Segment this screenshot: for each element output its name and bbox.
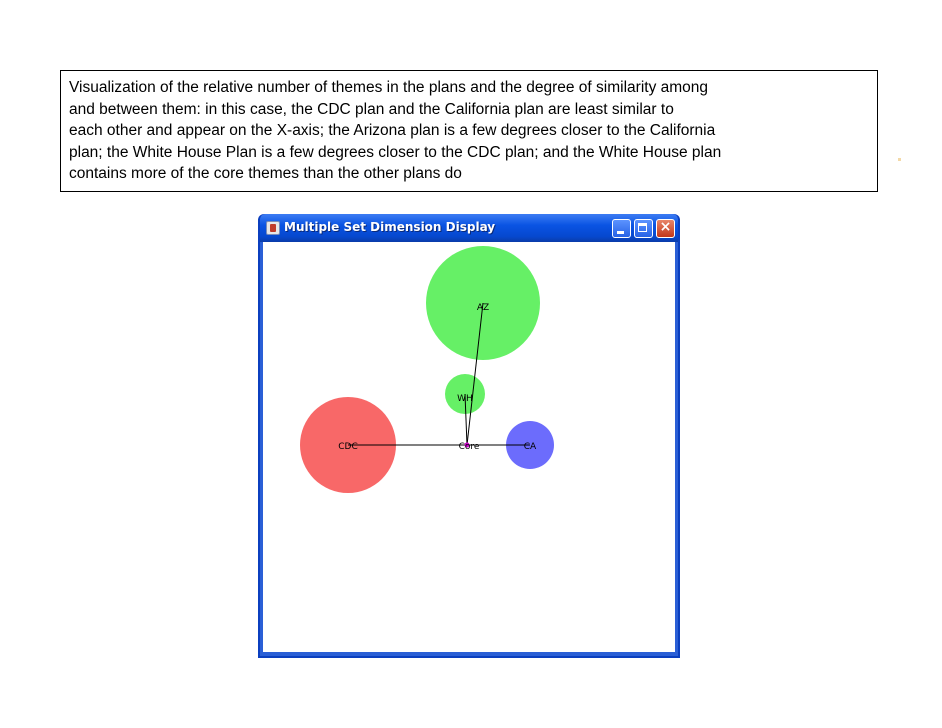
stray-dot (898, 158, 901, 161)
caption-line-1: Visualization of the relative number of themes in the plans and the degree of similarity among (69, 79, 709, 96)
caption-line-2: and between them: in this case, the CDC plan and the California plan are least similar to (69, 100, 674, 118)
set-dimension-diagram (263, 242, 675, 652)
node-label-ca: CA (523, 442, 537, 452)
node-label-wh: WH (457, 394, 473, 404)
close-button[interactable] (656, 219, 675, 238)
java-app-icon (266, 221, 280, 235)
caption-line-4: plan; the White House Plan is a few degrees closer to the CDC plan; and the White House plan (69, 143, 722, 161)
app-window (258, 214, 680, 658)
maximize-button[interactable] (634, 219, 653, 238)
caption-box (60, 70, 878, 192)
close-icon: × (659, 219, 672, 235)
window-titlebar[interactable] (260, 214, 678, 242)
node-label-az: AZ (476, 303, 490, 313)
diagram-canvas (263, 242, 675, 652)
node-label-core: Core (458, 442, 480, 452)
node-label-cdc: CDC (338, 442, 358, 452)
minimize-button[interactable] (612, 219, 631, 238)
window-title: Multiple Set Dimension Display (284, 220, 496, 234)
caption-line-5: contains more of the core themes than the other plans do (69, 165, 462, 182)
caption-line-3: each other and appear on the X-axis; the Arizona plan is a few degrees closer to the California (69, 122, 716, 139)
